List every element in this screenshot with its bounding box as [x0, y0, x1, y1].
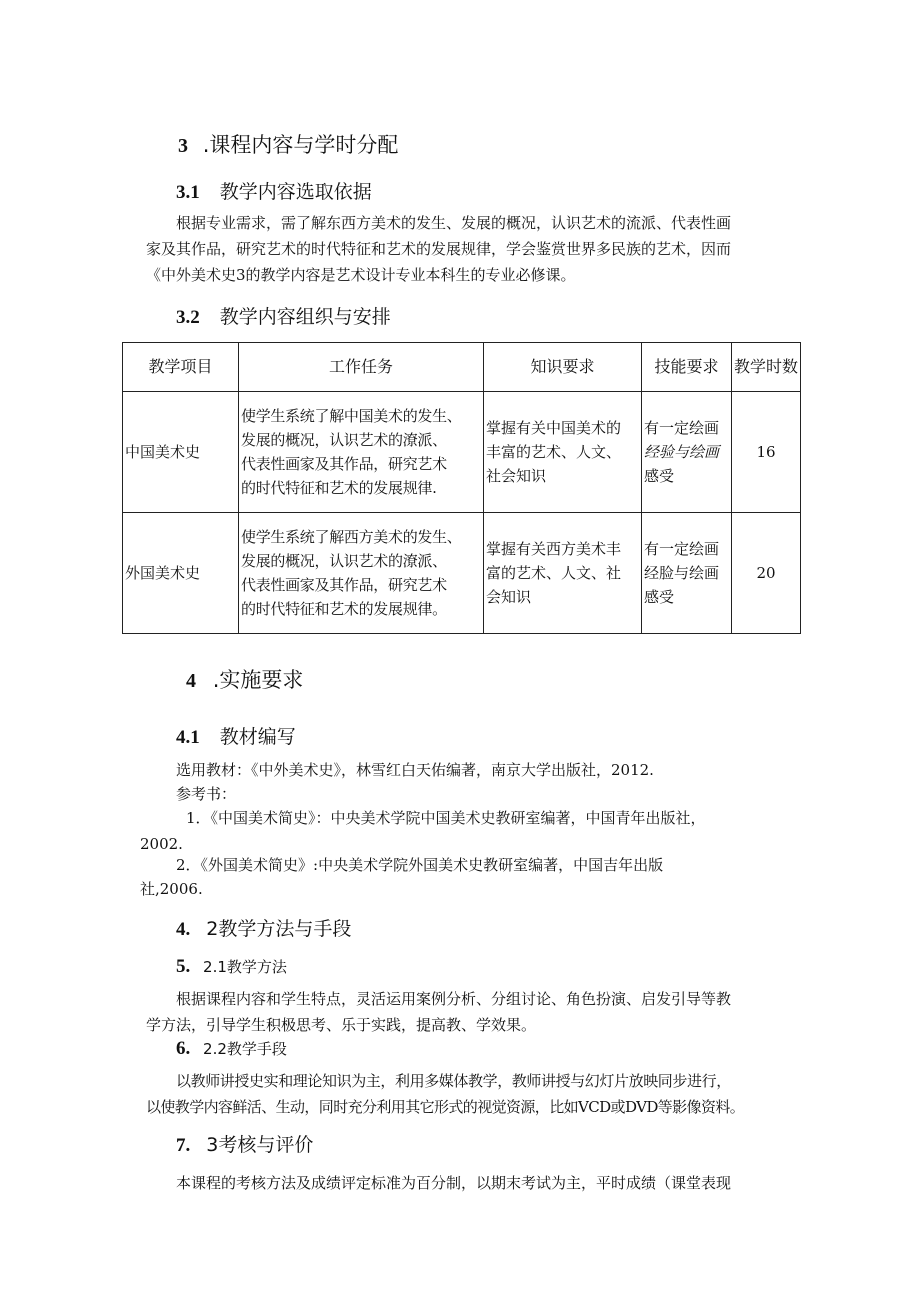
cell-line: 代表性画家及其作品，研究艺术	[241, 455, 447, 473]
paragraph-line: 以教师讲授史实和理论知识为主，利用多媒体教学，教师讲授与幻灯片放映同步进行，	[176, 1072, 731, 1090]
section-3-1-title: 教学内容选取依据	[219, 181, 372, 203]
cell-knowledge	[484, 392, 642, 513]
table-header-row	[123, 343, 801, 392]
section-4-1-number: 4.1	[176, 727, 200, 748]
reference-1-line-2: 2002.	[140, 835, 183, 853]
section-4-2-1-title: 2.1教学方法	[203, 958, 287, 976]
section-4-2-1-number: 5.	[176, 956, 191, 977]
section-4-2-2-heading	[176, 1038, 287, 1060]
section-4-1-heading	[176, 722, 296, 749]
cell-line: 会知识	[486, 588, 532, 606]
teaching-methods-paragraph	[146, 986, 731, 1038]
cell-line: 经脸与绘画	[644, 564, 720, 582]
section-4-3-title: 3考核与评价	[206, 1134, 314, 1156]
cell-line: 丰富的艺术、人文、	[486, 443, 622, 461]
cell-line: 发展的概况，认识艺术的潦派、	[241, 431, 447, 449]
references-label: 参考书：	[176, 785, 237, 803]
cell-line: 有一定绘画	[644, 419, 720, 437]
cell-skill	[642, 513, 732, 634]
section-4-2-2-title: 2.2教学手段	[203, 1040, 287, 1058]
cell-knowledge	[484, 513, 642, 634]
cell-line: 社会知识	[486, 467, 547, 485]
section-4-2-title: 2教学方法与手段	[206, 918, 352, 940]
section-4-3-number: 7.	[176, 1135, 191, 1156]
header-hours	[732, 343, 801, 392]
cell-project: 外国美术史	[123, 513, 239, 634]
cell-skill	[642, 392, 732, 513]
header-hours-text: 教学时数	[734, 357, 799, 376]
cell-line: 有一定绘画	[644, 540, 720, 558]
header-project: 教学项目	[123, 343, 239, 392]
section-3-heading	[178, 129, 398, 159]
cell-line: 发展的概况，认识艺术的潦派、	[241, 552, 447, 570]
course-content-table	[122, 342, 801, 634]
cell-task	[239, 513, 484, 634]
cell-line: 富的艺术、人文、社	[486, 564, 622, 582]
paragraph-line: 以使教学内容鲜活、生动，同时充分利用其它形式的视觉资源，比如VCD或DVD等影像资料。	[146, 1098, 745, 1116]
section-3-2-title: 教学内容组织与安排	[219, 306, 391, 328]
table-row	[123, 513, 801, 634]
section-4-2-2-number: 6.	[176, 1038, 191, 1059]
section-3-title: .课程内容与学时分配	[202, 133, 399, 157]
paragraph-line: 《中外美术史3的教学内容是艺术设计专业本科生的专业必修课。	[146, 266, 576, 284]
reference-1-line-1: 1．《中国美术简史》：中央美术学院中国美术史教研室编著，中国青年出版社，	[186, 809, 706, 827]
header-knowledge: 知识要求	[484, 343, 642, 392]
section-4-2-1-heading	[176, 956, 287, 978]
section-4-heading	[186, 664, 303, 694]
section-4-3-heading	[176, 1130, 313, 1157]
section-3-2-number: 3.2	[176, 307, 200, 328]
section-4-2-heading	[176, 914, 351, 941]
cell-line: 使学生系统了解中国美术的发生、	[241, 407, 462, 425]
section-4-number: 4	[186, 670, 196, 692]
section-3-1-paragraph	[146, 210, 731, 288]
section-4-title: .实施要求	[212, 668, 304, 692]
cell-hours: 16	[732, 392, 801, 513]
section-4-1-title: 教材编写	[219, 726, 296, 748]
cell-line: 代表性画家及其作品，研究艺术	[241, 576, 447, 594]
cell-line: 的时代特征和艺术的发展规律。	[241, 600, 447, 618]
cell-line: 掌握有关西方美术丰	[486, 540, 622, 558]
section-4-2-number: 4.	[176, 919, 191, 940]
section-3-1-heading	[176, 177, 372, 204]
section-3-1-number: 3.1	[176, 182, 200, 203]
assessment-paragraph	[146, 1170, 731, 1196]
cell-task	[239, 392, 484, 513]
cell-line: 感受	[644, 467, 675, 485]
cell-project: 中国美术史	[123, 392, 239, 513]
paragraph-line: 根据专业需求，需了解东西方美术的发生、发展的概况，认识艺术的流派、代表性画	[176, 214, 732, 232]
paragraph-line: 学方法，引导学生积极思考、乐于实践，提高教、学效果。	[146, 1016, 537, 1034]
section-3-2-heading	[176, 302, 391, 329]
reference-2-line-1: 2．《外国美术简史》:中央美术学院外国美术史教研室编著，中国吉年出版	[176, 856, 664, 874]
header-task: 工作任务	[239, 343, 484, 392]
table-row	[123, 392, 801, 513]
paragraph-line: 家及其作品，研究艺术的时代特征和艺术的发展规律，学会鉴赏世界多民族的艺术，因而	[146, 240, 732, 258]
section-3-number: 3	[178, 135, 188, 157]
paragraph-line: 本课程的考核方法及成绩评定标准为百分制，以期末考试为主，平时成绩（课堂表现	[176, 1174, 732, 1192]
cell-hours: 20	[732, 513, 801, 634]
paragraph-line: 根据课程内容和学生特点，灵活运用案例分析、分组讨论、角色扮演、启发引导等教	[176, 990, 732, 1008]
cell-line: 感受	[644, 588, 675, 606]
teaching-means-paragraph	[146, 1068, 744, 1120]
reference-2-line-2: 社,2006.	[140, 880, 203, 898]
cell-line: 经验与绘画	[644, 443, 720, 461]
textbook-line: 选用教材：《中外美术史》，林雪红白天佑编著，南京大学出版社，2012.	[176, 761, 654, 779]
cell-line: 的时代特征和艺术的发展规律.	[241, 479, 437, 497]
cell-line: 使学生系统了解西方美术的发生、	[241, 528, 462, 546]
cell-line: 掌握有关中国美术的	[486, 419, 622, 437]
header-skill: 技能要求	[642, 343, 732, 392]
